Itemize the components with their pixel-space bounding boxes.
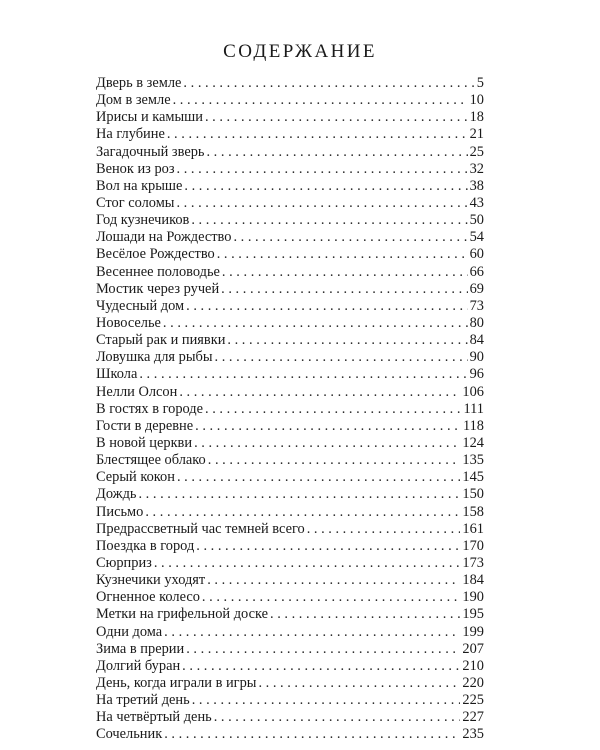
toc-dot-leader — [233, 229, 467, 246]
toc-entry-page: 60 — [469, 246, 484, 263]
toc-entry-page: 158 — [462, 503, 484, 520]
toc-entry — [96, 555, 484, 572]
toc-entry-page: 84 — [469, 332, 484, 349]
toc-entry-title: Сочельник — [96, 726, 163, 743]
toc-dot-leader — [206, 144, 467, 161]
toc-dot-leader — [167, 126, 468, 143]
toc-entry-title: Сюрприз — [96, 554, 152, 571]
toc-entry-page: 210 — [462, 657, 484, 674]
toc-entry-page: 235 — [462, 726, 484, 743]
toc-entry-title: Дверь в земле — [96, 75, 182, 91]
toc-entry-page: 225 — [462, 692, 484, 709]
toc-entry-title: Год кузнечиков — [96, 212, 190, 229]
toc-dot-leader — [207, 572, 460, 589]
toc-entry — [96, 521, 484, 538]
toc-dot-leader — [307, 521, 461, 538]
toc-entry-title: Огненное колесо — [96, 589, 200, 606]
toc-entry-page: 50 — [469, 212, 484, 229]
toc-entry-page: 43 — [469, 194, 484, 211]
toc-entry-title: Нелли Олсон — [96, 383, 178, 400]
toc-entry-title: Старый рак и пиявки — [96, 332, 226, 349]
toc-dot-leader — [186, 641, 460, 658]
toc-entry-page: 66 — [469, 263, 484, 280]
toc-entry — [96, 298, 484, 315]
toc-entry-page: 170 — [462, 537, 484, 554]
toc-dot-leader — [139, 366, 467, 383]
toc-dot-leader — [270, 606, 460, 623]
toc-dot-leader — [177, 469, 460, 486]
table-of-contents — [96, 75, 484, 743]
toc-dot-leader — [154, 555, 461, 572]
toc-entry — [96, 178, 484, 195]
toc-dot-leader — [186, 298, 467, 315]
toc-entry-title: Гости в деревне — [96, 417, 194, 434]
toc-dot-leader — [205, 109, 468, 126]
toc-dot-leader — [138, 486, 460, 503]
toc-entry-title: Блестящее облако — [96, 452, 206, 469]
toc-entry-title: Загадочный зверь — [96, 143, 205, 160]
toc-dot-leader — [183, 75, 474, 92]
toc-entry-page: 69 — [469, 280, 484, 297]
toc-dot-leader — [215, 349, 468, 366]
toc-entry — [96, 144, 484, 161]
toc-dot-leader — [195, 418, 461, 435]
toc-entry-page: 124 — [462, 434, 484, 451]
toc-entry — [96, 486, 484, 503]
toc-entry — [96, 418, 484, 435]
toc-entry — [96, 264, 484, 281]
toc-dot-leader — [205, 401, 461, 418]
toc-entry — [96, 641, 484, 658]
toc-entry-title: В новой церкви — [96, 434, 193, 451]
toc-dot-leader — [217, 246, 468, 263]
toc-dot-leader — [202, 589, 460, 606]
toc-entry — [96, 366, 484, 383]
toc-entry — [96, 692, 484, 709]
toc-entry-page: 135 — [462, 452, 484, 469]
toc-entry — [96, 315, 484, 332]
toc-dot-leader — [221, 281, 467, 298]
toc-dot-leader — [227, 332, 467, 349]
toc-entry-title: Кузнечики уходят — [96, 572, 206, 589]
toc-entry-title: В гостях в городе — [96, 400, 204, 417]
toc-entry-title: Зима в прерии — [96, 640, 185, 657]
toc-entry-title: Лошади на Рождество — [96, 229, 232, 246]
toc-entry-page: 220 — [462, 674, 484, 691]
toc-dot-leader — [173, 92, 468, 109]
toc-dot-leader — [196, 538, 460, 555]
toc-entry — [96, 349, 484, 366]
toc-entry — [96, 572, 484, 589]
toc-entry-title: День, когда играли в игры — [96, 674, 257, 691]
toc-entry-title: Школа — [96, 366, 138, 383]
toc-entry-page: 80 — [469, 314, 484, 331]
toc-entry-page: 5 — [476, 75, 484, 91]
toc-entry-page: 96 — [469, 366, 484, 383]
toc-entry-title: Вол на крыше — [96, 177, 183, 194]
toc-entry-page: 106 — [462, 383, 484, 400]
toc-entry-title: Предрассветный час темней всего — [96, 520, 305, 537]
toc-entry — [96, 624, 484, 641]
toc-dot-leader — [184, 178, 467, 195]
toc-entry-page: 190 — [462, 589, 484, 606]
toc-entry-title: Чудесный дом — [96, 297, 185, 314]
toc-dot-leader — [177, 161, 468, 178]
toc-entry-title: Весёлое Рождество — [96, 246, 215, 263]
toc-entry-title: На третий день — [96, 692, 190, 709]
toc-entry-page: 10 — [469, 92, 484, 109]
toc-entry-title: На четвёртый день — [96, 709, 212, 726]
toc-entry — [96, 589, 484, 606]
toc-entry-title: Письмо — [96, 503, 144, 520]
toc-entry-page: 173 — [462, 554, 484, 571]
toc-entry-title: Весеннее половодье — [96, 263, 220, 280]
toc-entry — [96, 92, 484, 109]
toc-entry — [96, 212, 484, 229]
toc-dot-leader — [145, 504, 460, 521]
toc-entry-title: Серый кокон — [96, 469, 175, 486]
toc-entry-page: 150 — [462, 486, 484, 503]
toc-entry-title: Метки на грифельной доске — [96, 606, 268, 623]
toc-entry-page: 54 — [469, 229, 484, 246]
toc-entry — [96, 675, 484, 692]
toc-entry — [96, 195, 484, 212]
toc-entry-page: 25 — [469, 143, 484, 160]
toc-entry-page: 73 — [469, 297, 484, 314]
toc-dot-leader — [179, 384, 460, 401]
toc-entry-title: Новоселье — [96, 314, 161, 331]
toc-dot-leader — [164, 624, 460, 641]
toc-entry-page: 207 — [462, 640, 484, 657]
toc-entry-title: Одни дома — [96, 623, 163, 640]
toc-entry-page: 111 — [463, 400, 484, 417]
toc-entry-page: 195 — [462, 606, 484, 623]
toc-entry — [96, 469, 484, 486]
toc-entry-page: 184 — [462, 572, 484, 589]
toc-entry — [96, 246, 484, 263]
toc-dot-leader — [182, 658, 460, 675]
toc-entry-title: Стог соломы — [96, 194, 175, 211]
toc-entry-title: Долгий буран — [96, 657, 181, 674]
toc-entry-page: 161 — [462, 520, 484, 537]
toc-entry-title: Дождь — [96, 486, 137, 503]
toc-dot-leader — [164, 726, 460, 743]
toc-dot-leader — [214, 709, 461, 726]
toc-dot-leader — [192, 692, 461, 709]
toc-entry — [96, 401, 484, 418]
toc-dot-leader — [176, 195, 467, 212]
toc-entry — [96, 452, 484, 469]
toc-dot-leader — [258, 675, 460, 692]
toc-dot-leader — [194, 435, 460, 452]
toc-entry-title: На глубине — [96, 126, 165, 143]
toc-entry-page: 118 — [462, 417, 484, 434]
toc-entry — [96, 709, 484, 726]
toc-entry — [96, 726, 484, 743]
page-title: СОДЕРЖАНИЕ — [223, 41, 377, 62]
toc-entry — [96, 658, 484, 675]
toc-entry — [96, 281, 484, 298]
toc-entry — [96, 75, 484, 92]
toc-entry — [96, 332, 484, 349]
toc-entry-page: 145 — [462, 469, 484, 486]
toc-entry — [96, 504, 484, 521]
toc-entry-page: 199 — [462, 623, 484, 640]
toc-entry-title: Мостик через ручей — [96, 280, 220, 297]
toc-entry-title: Венок из роз — [96, 160, 175, 177]
toc-entry — [96, 435, 484, 452]
toc-entry-page: 32 — [469, 160, 484, 177]
toc-entry — [96, 126, 484, 143]
toc-entry — [96, 384, 484, 401]
toc-entry — [96, 161, 484, 178]
toc-dot-leader — [163, 315, 468, 332]
toc-entry-title: Дом в земле — [96, 92, 171, 109]
toc-entry-title: Ловушка для рыбы — [96, 349, 213, 366]
toc-entry-title: Поездка в город — [96, 537, 195, 554]
toc-entry-page: 227 — [462, 709, 484, 726]
toc-dot-leader — [208, 452, 461, 469]
toc-entry-page: 38 — [469, 177, 484, 194]
toc-entry-title: Ирисы и камыши — [96, 109, 203, 126]
toc-dot-leader — [222, 264, 468, 281]
toc-entry — [96, 109, 484, 126]
toc-dot-leader — [191, 212, 467, 229]
toc-entry-page: 90 — [469, 349, 484, 366]
toc-entry — [96, 229, 484, 246]
toc-entry-page: 21 — [469, 126, 484, 143]
toc-entry-page: 18 — [469, 109, 484, 126]
toc-entry — [96, 538, 484, 555]
toc-entry — [96, 606, 484, 623]
